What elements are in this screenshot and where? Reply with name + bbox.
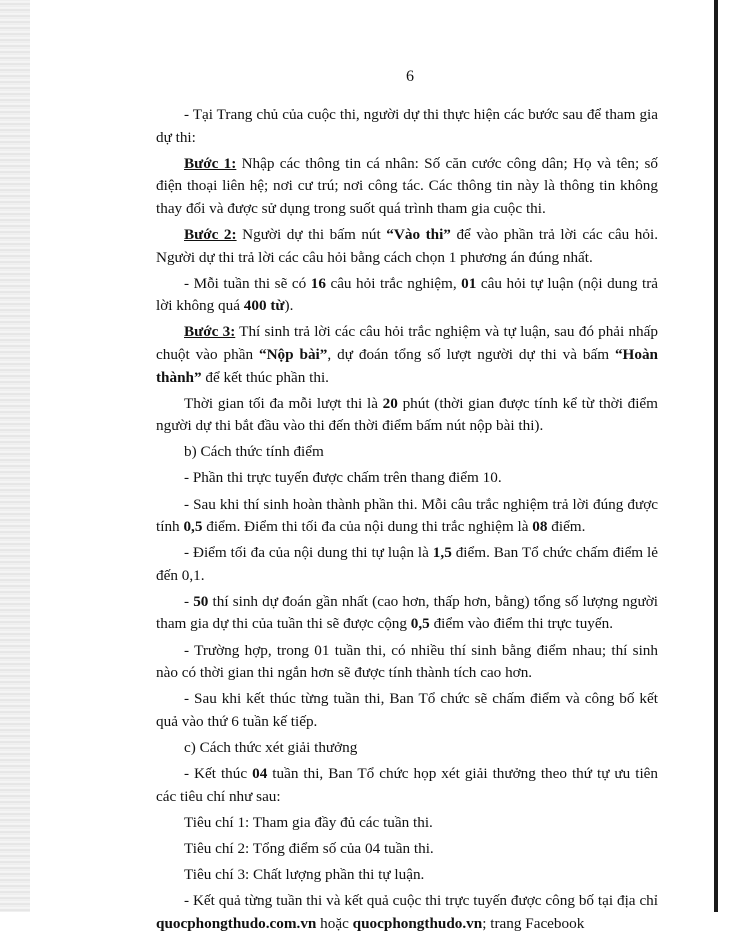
text-run: điểm vào điểm thi trực tuyến. bbox=[429, 615, 614, 633]
text-run: hoặc bbox=[316, 914, 353, 932]
step-label: Bước 3: bbox=[184, 323, 236, 341]
paragraph bbox=[156, 467, 658, 490]
text-run: - Tại Trang chủ của cuộc thi, người dự thi thực hiện các bước sau để tham gia dự thi: bbox=[156, 106, 658, 146]
document-body bbox=[156, 104, 658, 939]
bold-text: quocphongthudo.vn bbox=[352, 914, 483, 932]
text-run: - Phần thi trực tuyến được chấm trên thang điểm 10. bbox=[184, 469, 502, 487]
text-run: Nhập các thông tin cá nhân: Số căn cước công dân; Họ và tên; số điện thoại liên hệ; nơi cư trú; nơi công tác. Các thông tin này là thông tin không thay đổi và được sử dụng trong suốt quá trình tham gia cuộc thi. bbox=[156, 154, 658, 217]
text-run: b) Cách thức tính điểm bbox=[184, 443, 324, 461]
scan-right-margin bbox=[718, 0, 740, 912]
text-run: - Sau khi kết thúc từng tuần thi, Ban Tổ chức sẽ chấm điểm và công bố kết quả vào thứ 6 tuần kế tiếp. bbox=[156, 690, 658, 730]
paragraph bbox=[156, 321, 658, 389]
paragraph bbox=[156, 812, 658, 835]
paragraph bbox=[156, 838, 658, 861]
text-run: - Kết thúc bbox=[184, 765, 253, 783]
paragraph bbox=[156, 104, 658, 149]
paragraph bbox=[156, 542, 658, 587]
bold-text: 50 bbox=[193, 592, 209, 610]
text-run: điểm. bbox=[547, 518, 586, 536]
bold-text: “Hoàn thành” bbox=[156, 345, 658, 386]
text-run: c) Cách thức xét giải thưởng bbox=[184, 738, 358, 756]
text-run: Thí sinh trả lời các câu hỏi trắc nghiệm và tự luận, sau đó phải nhấp chuột vào phần bbox=[156, 323, 658, 363]
text-run: , dự đoán tổng số lượt người dự thi và bấm bbox=[327, 345, 615, 363]
text-run: điểm. Điểm thi tối đa của nội dung thi trắc nghiệm là bbox=[202, 518, 533, 536]
page-number: 6 bbox=[406, 68, 414, 85]
text-run: Tiêu chí 1: Tham gia đầy đủ các tuần thi. bbox=[184, 813, 433, 831]
bold-text: 0,5 bbox=[410, 615, 430, 633]
bold-text: 20 bbox=[382, 394, 398, 412]
paragraph bbox=[156, 153, 658, 221]
text-run: ; trang Facebook bbox=[482, 914, 585, 932]
paragraph bbox=[156, 763, 658, 808]
text-run: phút (thời gian được tính kể từ thời điểm người dự thi bắt đầu vào thi đến thời điểm bấm nút nộp bài thi). bbox=[156, 394, 658, 435]
bold-text: 04 bbox=[252, 765, 268, 783]
text-run: Tiêu chí 2: Tổng điểm số của 04 tuần thi. bbox=[184, 839, 434, 857]
text-run: để vào phần trả lời các câu hỏi. Người dự thi trả lời các câu hỏi bằng cách chọn 1 phương án đúng nhất. bbox=[156, 225, 658, 266]
text-run: câu hỏi trắc nghiệm, bbox=[325, 274, 462, 292]
text-run: thí sinh dự đoán gần nhất (cao hơn, thấp hơn, bằng) tổng số lượng người tham gia dự thi của tuần thi sẽ được cộng bbox=[156, 592, 658, 633]
paragraph bbox=[156, 737, 658, 760]
text-run: để kết thúc phần thi. bbox=[201, 368, 329, 386]
paragraph bbox=[156, 494, 658, 539]
bold-text: 08 bbox=[532, 518, 548, 536]
paragraph bbox=[156, 441, 658, 464]
text-run: - bbox=[184, 592, 194, 610]
bold-text: 1,5 bbox=[432, 544, 452, 562]
text-run: - Điểm tối đa của nội dung thi tự luận là bbox=[184, 544, 433, 562]
document-page bbox=[156, 0, 660, 932]
bold-text: 01 bbox=[461, 274, 477, 292]
text-run: - Kết quả từng tuần thi và kết quả cuộc thi trực tuyến được công bố tại địa chỉ bbox=[184, 892, 658, 909]
paragraph bbox=[156, 890, 658, 935]
step-label: Bước 2: bbox=[184, 225, 237, 243]
bold-text: “Vào thi” bbox=[386, 225, 451, 243]
paragraph bbox=[156, 640, 658, 685]
text-run: tuần thi, Ban Tổ chức họp xét giải thưởng theo thứ tự ưu tiên các tiêu chí như sau: bbox=[156, 765, 658, 805]
paragraph bbox=[156, 591, 658, 636]
text-run: - Sau khi thí sinh hoàn thành phần thi. Mỗi câu trắc nghiệm trả lời đúng được tính bbox=[156, 495, 658, 536]
bold-text: “Nộp bài” bbox=[258, 345, 328, 363]
text-run: câu hỏi tự luận (nội dung trả lời không quá bbox=[156, 274, 659, 315]
text-run: Người dự thi bấm nút bbox=[236, 225, 387, 243]
text-run: Tiêu chí 3: Chất lượng phần thi tự luận. bbox=[184, 865, 425, 883]
text-run: Thời gian tối đa mỗi lượt thi là bbox=[184, 394, 383, 412]
paragraph bbox=[156, 393, 658, 438]
step-label: Bước 1: bbox=[184, 154, 237, 172]
text-run: điểm. Ban Tổ chức chấm điểm lẻ đến 0,1. bbox=[156, 544, 659, 584]
bold-text: 16 bbox=[310, 274, 326, 292]
text-run: ). bbox=[284, 297, 294, 315]
paragraph bbox=[156, 273, 658, 318]
text-run: - Trường hợp, trong 01 tuần thi, có nhiều thí sinh bằng điểm nhau; thí sinh nào có thời gian thi ngắn hơn sẽ được tính thành tích cao hơn. bbox=[156, 641, 658, 682]
text-run: - Mỗi tuần thi sẽ có bbox=[184, 274, 311, 292]
bold-text: quocphongthudo.com.vn bbox=[156, 914, 317, 932]
paragraph bbox=[156, 864, 658, 887]
bold-text: 400 từ bbox=[243, 297, 285, 315]
paragraph bbox=[156, 224, 658, 269]
paragraph bbox=[156, 688, 658, 733]
scan-left-edge bbox=[0, 0, 30, 912]
bold-text: 0,5 bbox=[183, 518, 203, 536]
